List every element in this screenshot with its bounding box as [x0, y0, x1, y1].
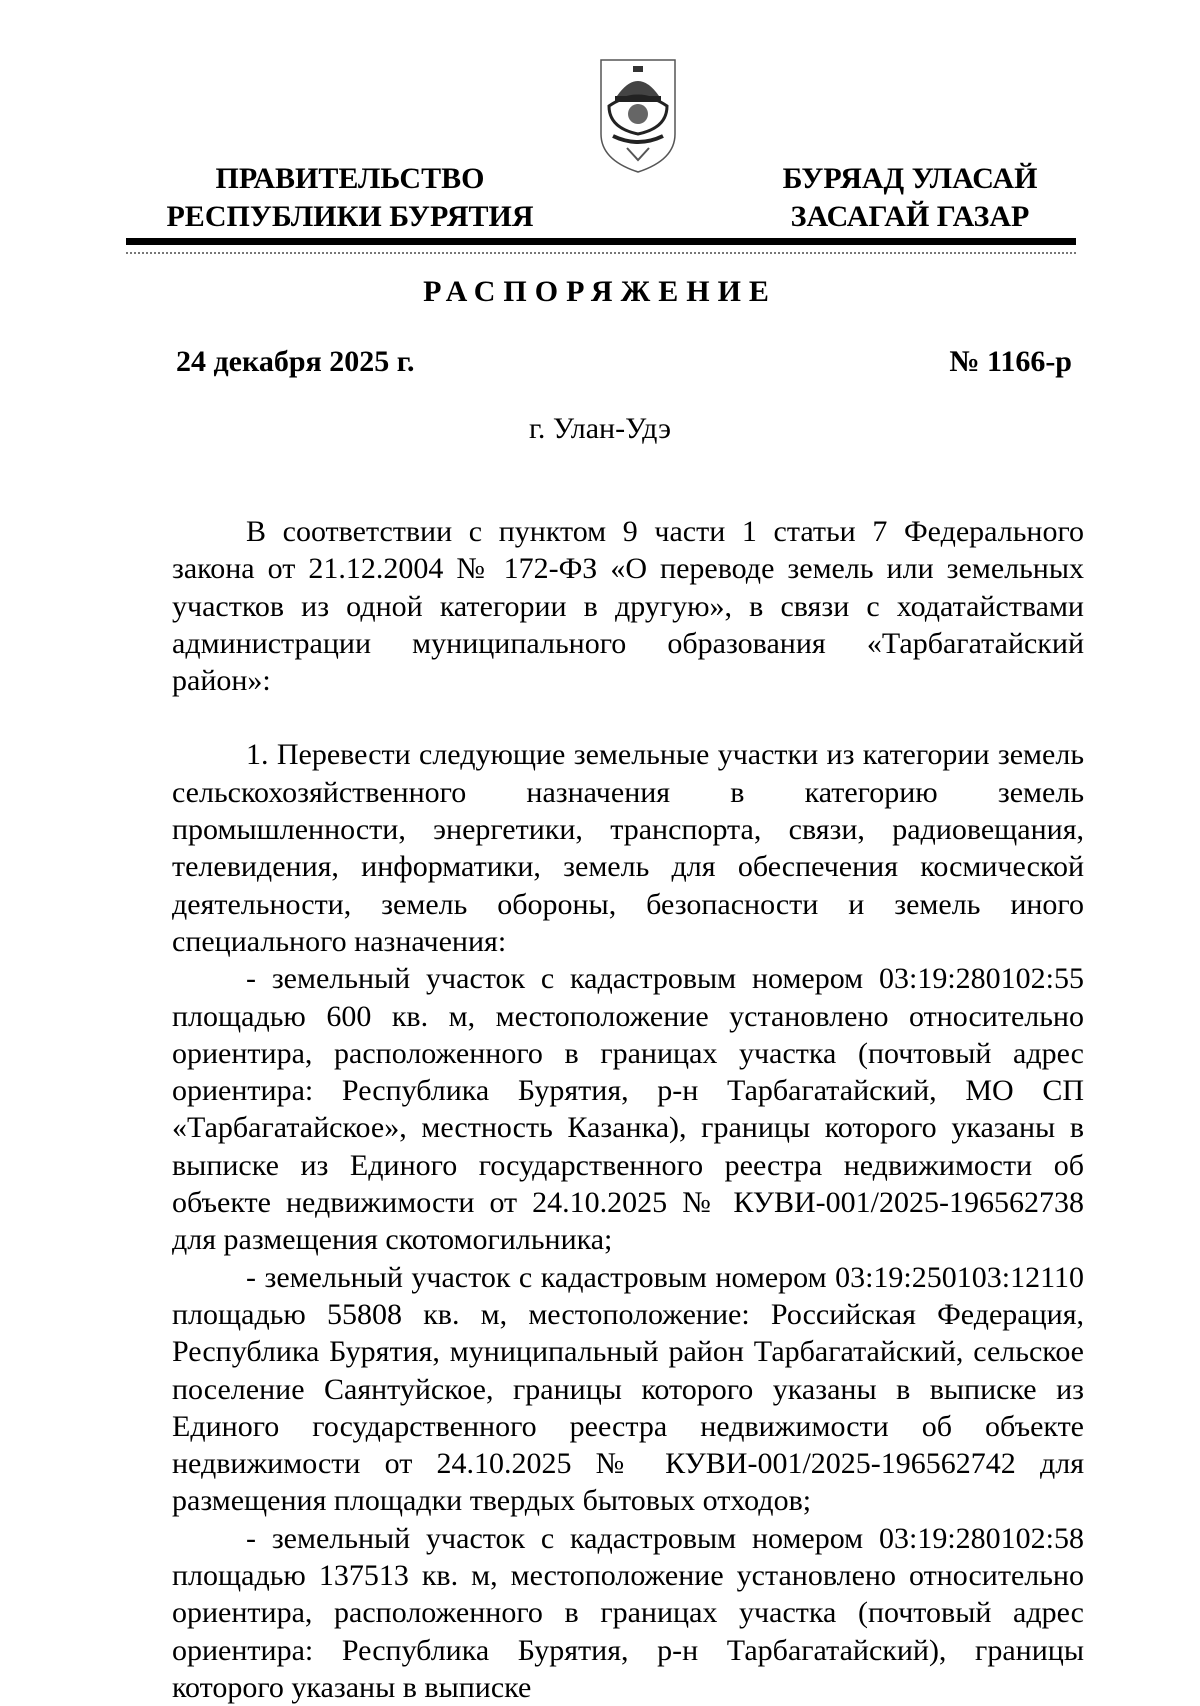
header-right-line2: ЗАСАГАЙ ГАЗАР	[790, 200, 1030, 233]
document-type-title: РАСПОРЯЖЕНИЕ	[423, 275, 777, 308]
document-number: № 1166-р	[949, 345, 1072, 378]
land-plot-item-1: - земельный участок с кадастровым номером 03:19:280102:55 площадью 600 кв. м, местоположение установлено относительно ориентира, расположенного в границах участка (почтовый адрес ориентира: Республика Бурятия, р-н Тарбагатайский, МО СП «Тарбагатайское», местность Казанка), границы которого указаны в выписке из Единого государственного реестра недвижимости об объекте недвижимости от 24.10.2025 № КУВИ-001/2025-196562738 для размещения скотомогильника;	[172, 962, 1084, 1257]
header-divider-thick	[126, 238, 1076, 245]
header-right-line1: БУРЯАД УЛАСАЙ	[782, 162, 1038, 195]
coat-of-arms-emblem	[597, 56, 679, 176]
header-right	[740, 160, 1080, 236]
header-left-line2: РЕСПУБЛИКИ БУРЯТИЯ	[166, 200, 534, 233]
header-left	[150, 160, 550, 236]
header-divider-thin	[126, 252, 1076, 254]
document-date: 24 декабря 2025 г.	[176, 345, 415, 378]
header-left-line1: ПРАВИТЕЛЬСТВО	[215, 162, 485, 195]
document-city: г. Улан-Удэ	[528, 412, 672, 445]
land-plot-item-2: - земельный участок с кадастровым номером 03:19:250103:12110 площадью 55808 кв. м, местоположение: Российская Федерация, Республика Бурятия, муниципальный район Тарбагатайский, сельское поселение Саянтуйское, границы которого указаны в выписке из Единого государственного реестра недвижимости об объекте недвижимости от 24.10.2025 № КУВИ-001/2025-196562742 для размещения площадки твердых бытовых отходов;	[172, 1260, 1084, 1518]
preamble-paragraph: В соответствии с пунктом 9 части 1 статьи 7 Федерального закона от 21.12.2004 № 172-ФЗ «О переводе земель или земельных участков из одной категории в другую», в связи с ходатайствами администрации муниципального образования «Тарбагатайский район»:	[172, 515, 1084, 698]
document-body	[172, 513, 1084, 1706]
point-1-paragraph: 1. Перевести следующие земельные участки из категории земель сельскохозяйственного назначения в категорию земель промышленности, энергетики, транспорта, связи, радиовещания, телевидения, информатики, земель для обеспечения космической деятельности, земель обороны, безопасности и земель иного специального назначения:	[172, 738, 1084, 958]
land-plot-item-3: - земельный участок с кадастровым номером 03:19:280102:58 площадью 137513 кв. м, местоположение установлено относительно ориентира, расположенного в границах участка (почтовый адрес ориентира: Республика Бурятия, р-н Тарбагатайский), границы которого указаны в выписке	[172, 1521, 1084, 1704]
